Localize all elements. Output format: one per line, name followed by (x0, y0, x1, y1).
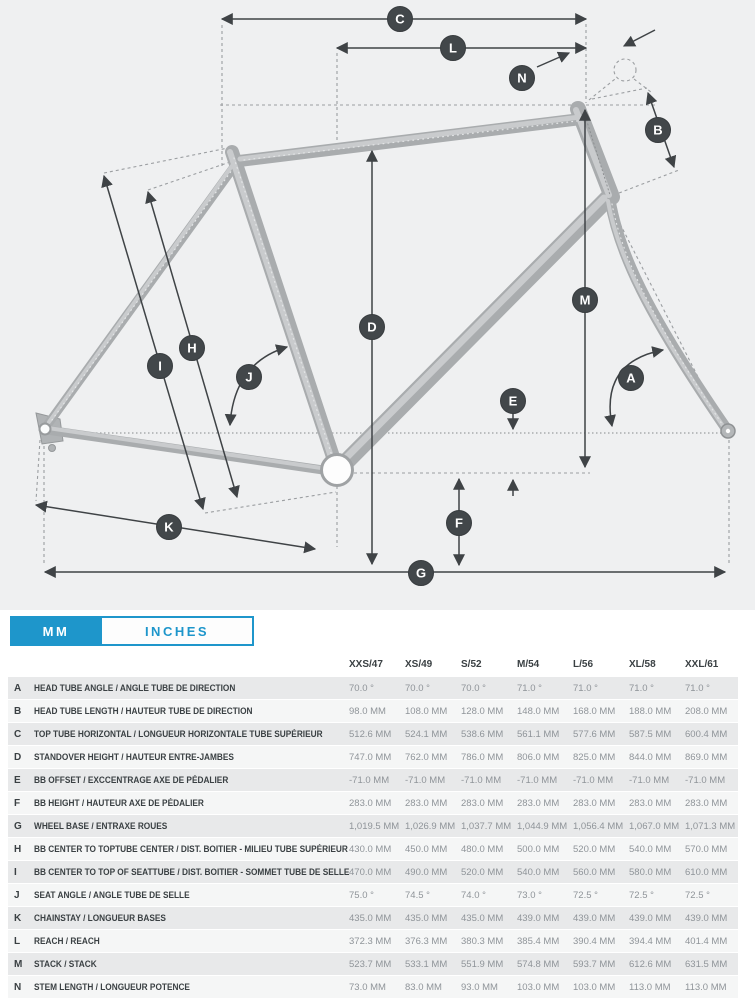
svg-text:I: I (158, 358, 162, 374)
svg-text:N: N (517, 70, 527, 86)
row-value: 113.0 MM (629, 981, 671, 993)
row-value: 587.5 MM (629, 728, 672, 740)
row-value: 93.0 MM (461, 981, 498, 993)
row-value: 439.0 MM (629, 912, 672, 924)
row-value: 401.4 MM (685, 935, 728, 947)
size-column-header: XL/58 (629, 658, 656, 670)
row-value: -71.0 MM (517, 774, 558, 786)
row-value: 376.3 MM (405, 935, 448, 947)
row-key: M (14, 958, 23, 970)
row-label: SEAT ANGLE / ANGLE TUBE DE SELLE (34, 890, 190, 900)
svg-text:M: M (579, 292, 591, 308)
row-value: 73.0 ° (517, 889, 542, 901)
row-value: 1,044.9 MM (517, 820, 568, 832)
geometry-table (0, 652, 755, 999)
bottom-bracket (322, 455, 353, 486)
row-value: 439.0 MM (517, 912, 560, 924)
row-label: TOP TUBE HORIZONTAL / LONGUEUR HORIZONTALE TUBE SUPÉRIEUR (34, 729, 323, 739)
row-value: 385.4 MM (517, 935, 560, 947)
row-value: 390.4 MM (573, 935, 616, 947)
fork (610, 200, 726, 428)
row-value: 806.0 MM (517, 751, 560, 763)
row-value: 551.9 MM (461, 958, 504, 970)
dimension-marker-m (573, 288, 598, 313)
row-value: 524.1 MM (405, 728, 448, 740)
row-value: 490.0 MM (405, 866, 448, 878)
row-value: 574.8 MM (517, 958, 560, 970)
row-label: REACH / REACH (34, 936, 100, 946)
row-value: 612.6 MM (629, 958, 672, 970)
row-value: 74.5 ° (405, 889, 430, 901)
row-value: 103.0 MM (517, 981, 560, 993)
row-key: H (14, 843, 22, 855)
rear-axle (40, 424, 51, 435)
row-value: 71.0 ° (573, 682, 598, 694)
row-value: 283.0 MM (517, 797, 560, 809)
row-value: 480.0 MM (461, 843, 504, 855)
row-value: 600.4 MM (685, 728, 728, 740)
row-value: 1,056.4 MM (573, 820, 624, 832)
table-row (8, 746, 738, 769)
table-row (8, 953, 738, 976)
svg-text:J: J (245, 369, 253, 385)
row-value: 435.0 MM (461, 912, 504, 924)
row-value: 72.5 ° (573, 889, 598, 901)
svg-text:C: C (395, 11, 405, 27)
dimension-marker-f (447, 511, 472, 536)
row-value: 283.0 MM (685, 797, 728, 809)
row-value: -71.0 MM (573, 774, 614, 786)
table-row (8, 930, 738, 953)
row-value: 188.0 MM (629, 705, 672, 717)
row-key: J (14, 889, 20, 901)
dimension-marker-c (388, 7, 413, 32)
row-value: 450.0 MM (405, 843, 448, 855)
row-value: 844.0 MM (629, 751, 672, 763)
row-value: 113.0 MM (685, 981, 727, 993)
row-value: 70.0 ° (461, 682, 486, 694)
row-key: K (14, 912, 22, 924)
row-label: BB CENTER TO TOP OF SEATTUBE / DIST. BOITIER - SOMMET TUBE DE SELLE (34, 867, 350, 877)
row-key: C (14, 728, 22, 740)
row-value: 577.6 MM (573, 728, 616, 740)
dimension-arc-j (230, 347, 287, 425)
svg-text:K: K (164, 519, 174, 535)
dimension-marker-d (360, 315, 385, 340)
row-value: 394.4 MM (629, 935, 672, 947)
row-value: 71.0 ° (685, 682, 710, 694)
size-column-header: L/56 (573, 658, 594, 670)
row-value: 108.0 MM (405, 705, 448, 717)
row-value: 580.0 MM (629, 866, 672, 878)
table-row (8, 769, 738, 792)
row-key: F (14, 797, 21, 809)
unit-inches-button[interactable]: INCHES (102, 616, 254, 646)
row-value: 70.0 ° (405, 682, 430, 694)
dimension-arrows (36, 19, 725, 572)
row-key: L (14, 935, 21, 947)
svg-text:B: B (653, 122, 663, 138)
svg-text:F: F (455, 515, 463, 531)
svg-text:D: D (367, 319, 377, 335)
row-value: 72.5 ° (685, 889, 710, 901)
row-key: I (14, 866, 17, 878)
row-value: 762.0 MM (405, 751, 448, 763)
row-value: 103.0 MM (573, 981, 616, 993)
row-value: 73.0 MM (349, 981, 386, 993)
row-label: BB CENTER TO TOPTUBE CENTER / DIST. BOITIER - MILIEU TUBE SUPÉRIEUR (34, 844, 348, 854)
row-value: 533.1 MM (405, 958, 448, 970)
row-key: E (14, 774, 21, 786)
dimension-marker-e (501, 389, 526, 414)
row-value: 430.0 MM (349, 843, 392, 855)
row-value: 70.0 ° (349, 682, 374, 694)
row-value: 523.7 MM (349, 958, 392, 970)
row-value: 593.7 MM (573, 958, 616, 970)
table-header-row (8, 652, 738, 677)
dimension-marker-b (646, 118, 671, 143)
row-value: 470.0 MM (349, 866, 392, 878)
table-row (8, 723, 738, 746)
row-value: 1,026.9 MM (405, 820, 456, 832)
row-value: 283.0 MM (461, 797, 504, 809)
row-value: 747.0 MM (349, 751, 392, 763)
row-value: 435.0 MM (349, 912, 392, 924)
row-label: WHEEL BASE / ENTRAXE ROUES (34, 821, 168, 831)
geometry-table-body (8, 677, 738, 999)
table-row (8, 838, 738, 861)
dimension-marker-j (237, 365, 262, 390)
table-row (8, 861, 738, 884)
row-value: 98.0 MM (349, 705, 386, 717)
row-value: 540.0 MM (517, 866, 560, 878)
row-label: HEAD TUBE ANGLE / ANGLE TUBE DE DIRECTION (34, 683, 236, 693)
row-value: 372.3 MM (349, 935, 392, 947)
table-row (8, 700, 738, 723)
svg-text:L: L (449, 40, 457, 56)
dimension-pointer-n (537, 53, 569, 67)
row-value: 1,067.0 MM (629, 820, 680, 832)
row-label: HEAD TUBE LENGTH / HAUTEUR TUBE DE DIRECTION (34, 706, 253, 716)
row-value: 631.5 MM (685, 958, 728, 970)
row-value: 168.0 MM (573, 705, 616, 717)
row-value: 283.0 MM (349, 797, 392, 809)
derailleur-hanger (49, 445, 56, 452)
size-column-header: XXS/47 (349, 658, 383, 670)
unit-toggle-bar (0, 610, 755, 652)
row-key: N (14, 981, 22, 993)
row-label: BB OFFSET / EXCCENTRAGE AXE DE PÉDALIER (34, 775, 229, 785)
table-row (8, 976, 738, 999)
table-row (8, 792, 738, 815)
row-value: 208.0 MM (685, 705, 728, 717)
row-value: -71.0 MM (405, 774, 446, 786)
row-value: 786.0 MM (461, 751, 504, 763)
table-row (8, 907, 738, 930)
row-value: -71.0 MM (629, 774, 670, 786)
stem-clamp-outline (614, 59, 636, 81)
table-row (8, 815, 738, 838)
row-label: CHAINSTAY / LONGUEUR BASES (34, 913, 166, 923)
row-value: 380.3 MM (461, 935, 504, 947)
row-label: STACK / STACK (34, 959, 97, 969)
svg-text:A: A (626, 370, 636, 386)
row-value: 520.0 MM (573, 843, 616, 855)
unit-toggle (10, 616, 254, 646)
row-value: 75.0 ° (349, 889, 374, 901)
dimension-marker-k (157, 515, 182, 540)
row-value: -71.0 MM (685, 774, 726, 786)
row-value: 439.0 MM (573, 912, 616, 924)
row-value: 869.0 MM (685, 751, 728, 763)
row-key: G (14, 820, 22, 832)
row-label: BB HEIGHT / HAUTEUR AXE DE PÉDALIER (34, 798, 204, 808)
row-value: 71.0 ° (629, 682, 654, 694)
dimension-marker-i (148, 354, 173, 379)
row-label: STANDOVER HEIGHT / HAUTEUR ENTRE-JAMBES (34, 752, 234, 762)
row-value: 439.0 MM (685, 912, 728, 924)
row-value: 570.0 MM (685, 843, 728, 855)
table-row (8, 677, 738, 700)
svg-text:H: H (187, 340, 197, 356)
unit-mm-button[interactable]: MM (10, 616, 102, 646)
svg-text:G: G (415, 565, 427, 581)
row-key: B (14, 705, 22, 717)
row-value: 512.6 MM (349, 728, 392, 740)
row-value: -71.0 MM (461, 774, 502, 786)
dimension-markers (148, 7, 671, 586)
row-value: 128.0 MM (461, 705, 504, 717)
size-column-header: M/54 (517, 658, 540, 670)
row-value: 435.0 MM (405, 912, 448, 924)
dimension-marker-a (619, 366, 644, 391)
row-value: 148.0 MM (517, 705, 560, 717)
row-label: STEM LENGTH / LONGUEUR POTENCE (34, 982, 190, 992)
size-column-header: XXL/61 (685, 658, 719, 670)
row-value: 825.0 MM (573, 751, 616, 763)
row-key: A (14, 682, 22, 694)
row-value: 1,071.3 MM (685, 820, 736, 832)
row-value: 283.0 MM (629, 797, 672, 809)
size-column-header: S/52 (461, 658, 482, 670)
row-value: 283.0 MM (573, 797, 616, 809)
row-value: -71.0 MM (349, 774, 390, 786)
row-key: D (14, 751, 22, 763)
row-value: 520.0 MM (461, 866, 504, 878)
row-value: 1,019.5 MM (349, 820, 400, 832)
row-value: 283.0 MM (405, 797, 448, 809)
row-value: 83.0 MM (405, 981, 442, 993)
row-value: 500.0 MM (517, 843, 560, 855)
row-value: 72.5 ° (629, 889, 654, 901)
dimension-marker-l (441, 36, 466, 61)
row-value: 71.0 ° (517, 682, 542, 694)
dimension-marker-g (409, 561, 434, 586)
row-value: 538.6 MM (461, 728, 504, 740)
row-value: 540.0 MM (629, 843, 672, 855)
table-row (8, 884, 738, 907)
dimension-marker-n (510, 66, 535, 91)
row-value: 560.0 MM (573, 866, 616, 878)
size-column-header: XS/49 (405, 658, 433, 670)
svg-text:E: E (508, 393, 518, 409)
dimension-marker-h (180, 336, 205, 361)
dimension-pointer-stem (624, 30, 655, 46)
row-value: 74.0 ° (461, 889, 486, 901)
row-value: 1,037.7 MM (461, 820, 512, 832)
row-value: 610.0 MM (685, 866, 728, 878)
row-value: 561.1 MM (517, 728, 560, 740)
